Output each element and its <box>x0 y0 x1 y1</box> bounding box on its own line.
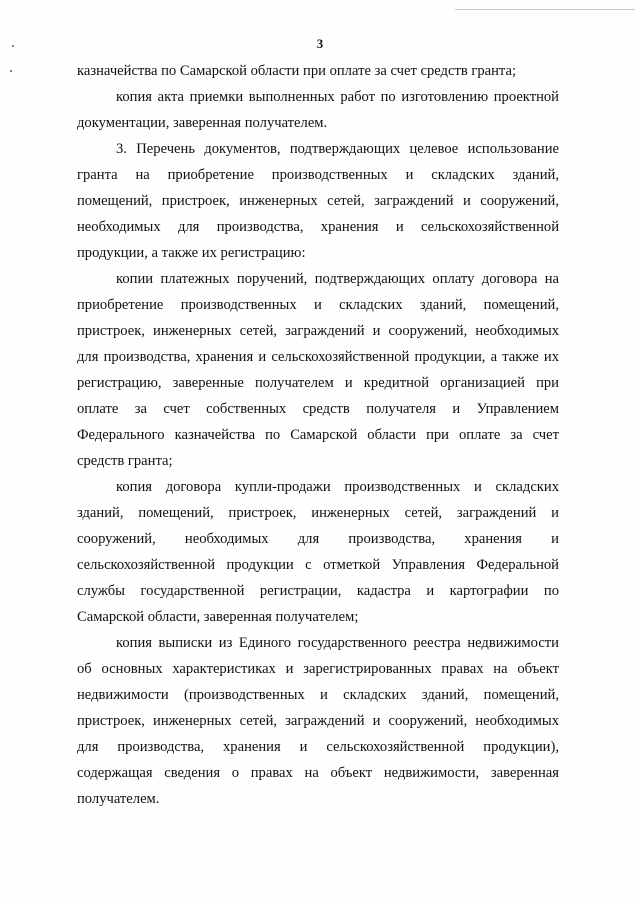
text-line: необходимых для производства, хранения и сельскохозяйственной <box>77 219 559 235</box>
text-line: сооружений, необходимых для производства, хранения и <box>77 531 559 547</box>
scan-edge-line <box>455 9 635 10</box>
text-line: недвижимости (производственных и складских зданий, помещений, <box>77 687 559 703</box>
text-line: Федерального казначейства по Самарской области при оплате за счет <box>77 427 559 443</box>
text-line: помещений, пристроек, инженерных сетей, заграждений и сооружений, <box>77 193 559 209</box>
text-line: оплате за счет собственных средств получателя и Управлением <box>77 401 559 417</box>
text-line: об основных характеристиках и зарегистрированных правах на объект <box>77 661 559 677</box>
text-line: для производства, хранения и сельскохозяйственной продукции, а также их <box>77 349 559 365</box>
text-line: гранта на приобретение производственных и складских зданий, <box>77 167 559 183</box>
text-line: казначейства по Самарской области при оплате за счет средств гранта; <box>77 63 517 79</box>
page-number: 3 <box>316 36 324 51</box>
text-line: регистрацию, заверенные получателем и кредитной организацией при <box>77 375 559 391</box>
text-line: копия акта приемки выполненных работ по изготовлению проектной <box>116 89 559 105</box>
text-line: зданий, помещений, пристроек, инженерных сетей, заграждений и <box>77 505 559 521</box>
text-line: документации, заверенная получателем. <box>77 115 328 131</box>
text-line: 3. Перечень документов, подтверждающих целевое использование <box>116 141 559 157</box>
text-line: копия выписки из Единого государственного реестра недвижимости <box>116 635 559 651</box>
text-line: пристроек, инженерных сетей, заграждений и сооружений, необходимых <box>77 323 559 339</box>
text-line: средств гранта; <box>77 453 173 469</box>
text-line: копии платежных поручений, подтверждающих оплату договора на <box>116 271 559 287</box>
document-body <box>77 58 559 812</box>
text-line: сельскохозяйственной продукции с отметкой Управления Федеральной <box>77 557 559 573</box>
text-line: продукции, а также их регистрацию: <box>77 245 306 261</box>
text-line: содержащая сведения о правах на объект недвижимости, заверенная <box>77 765 559 781</box>
text-line: копия договора купли-продажи производственных и складских <box>116 479 559 495</box>
text-line: для производства, хранения и сельскохозяйственной продукции), <box>77 739 559 755</box>
scan-speck <box>10 70 12 72</box>
text-line: пристроек, инженерных сетей, заграждений и сооружений, необходимых <box>77 713 559 729</box>
text-line: Самарской области, заверенная получателем; <box>77 609 359 625</box>
text-line: службы государственной регистрации, кадастра и картографии по <box>77 583 559 599</box>
text-line: приобретение производственных и складских зданий, помещений, <box>77 297 559 313</box>
text-line: получателем. <box>77 791 160 807</box>
